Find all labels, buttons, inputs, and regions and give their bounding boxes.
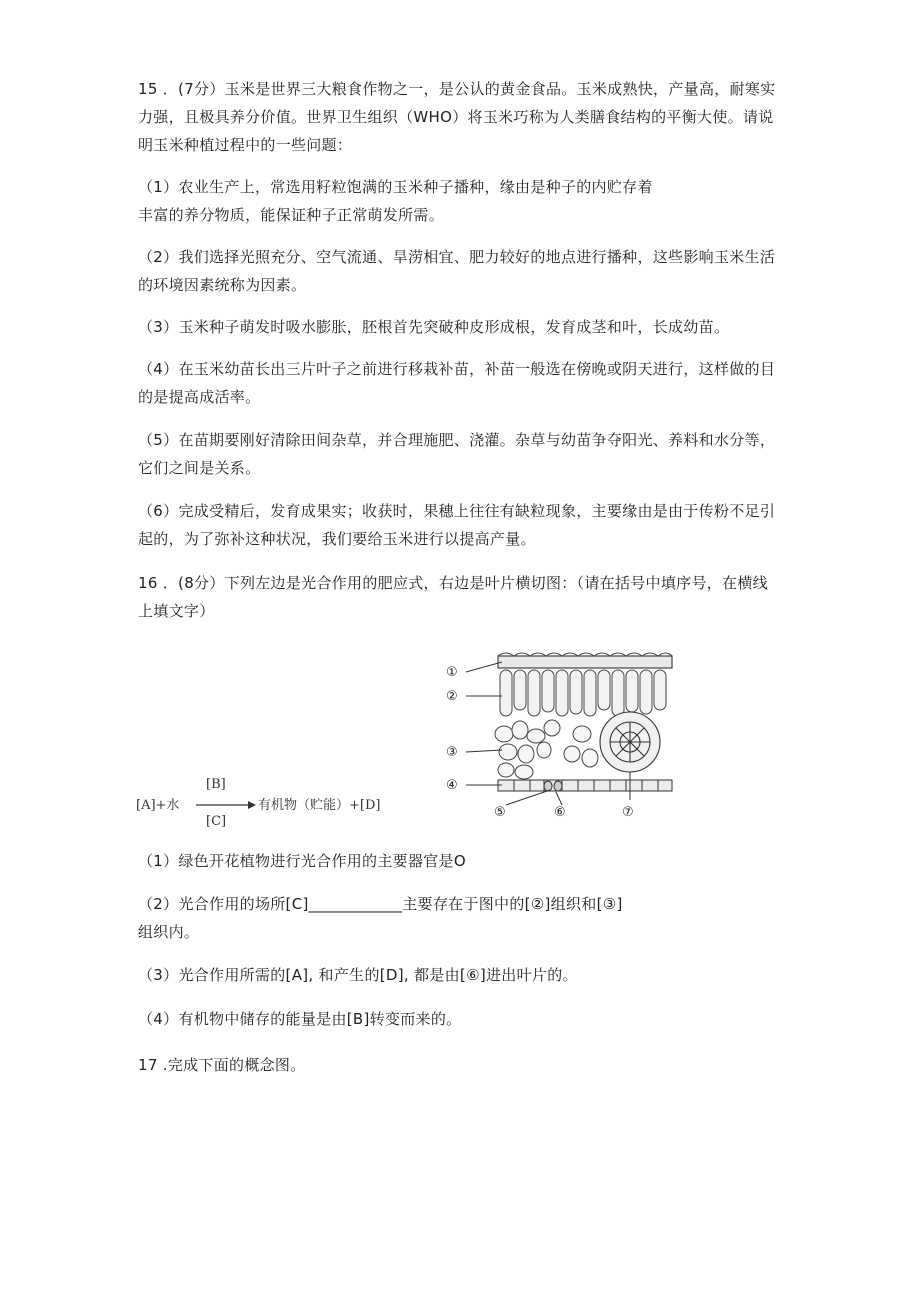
q16-header-line-1: 16 ．(8分）下列左边是光合作用的肥应式，右边是叶片横切图：（请在括号中填序号，在横线	[138, 574, 768, 592]
figure-label-2: ②	[446, 689, 458, 704]
q15-p6-line-1: （6）完成受精后，发育成果实；收获时，果穗上往往有缺粒现象，主要缘由是由于传粉不足引	[138, 502, 776, 520]
q16-p4-line-1: （4）有机物中储存的能量是由[B]转变而来的。	[138, 1010, 462, 1028]
figure-label-5: ⑤	[494, 805, 506, 820]
figure-label-4: ④	[446, 778, 458, 793]
figure-label-6: ⑥	[554, 805, 566, 820]
leaf-cross-section-figure	[432, 650, 678, 828]
upper-epidermis	[498, 653, 672, 668]
q16-p3-line-1: （3）光合作用所需的[A], 和产生的[D], 都是由[⑥]进出叶片的。	[138, 966, 578, 984]
equation-arrow-head	[248, 801, 256, 809]
q16-p2-line-2: 组织内。	[138, 923, 200, 941]
equation-right-label: 有机物（贮能）+[D]	[258, 798, 381, 813]
q15-header-line-2: 力强，且极具养分价值。世界卫生组织（WHO）将玉米巧称为人类膳食结构的平衡大使。请说	[138, 108, 774, 126]
q16-p2-line-1: （2）光合作用的场所[C]____________主要存在于图中的[②]组织和[③]	[138, 895, 623, 913]
q15-p2-line-1: （2）我们选择光照充分、空气流通、旱涝相宜、肥力较好的地点进行播种，这些影响玉米生活	[138, 248, 776, 266]
leaf-vein	[600, 712, 660, 772]
q16-header-line-2: 上填文字）	[138, 602, 215, 620]
lower-epidermis	[498, 780, 672, 791]
q15-p6-line-2: 起的，为了弥补这种状况，我们要给玉米进行以提高产量。	[138, 530, 536, 548]
equation-bottom-label: [C]	[206, 814, 227, 828]
q15-header-line-1: 15 ．(7分）玉米是世界三大粮食作物之一，是公认的黄金食品。玉米成熟快，产量高，耐寒实	[138, 80, 776, 98]
q15-p5-line-1: （5）在苗期要刚好清除田间杂草，并合理施肥、浇灌。杂草与幼苗争夺阳光、养料和水分等，	[138, 431, 776, 449]
q15-p1-line-2: 丰富的养分物质，能保证种子正常萌发所需。	[138, 206, 445, 224]
equation-left-label: [A]+水	[136, 798, 180, 813]
photosynthesis-equation	[136, 772, 426, 828]
q15-p3-line-1: （3）玉米种子萌发时吸水膨胀，胚根首先突破种皮形成根，发育成茎和叶，长成幼苗。	[138, 318, 730, 336]
q15-p2-line-2: 的环境因素统称为因素。	[138, 276, 307, 294]
q15-p5-line-2: 它们之间是关系。	[138, 459, 261, 477]
q15-p4-line-2: 的是提高成活率。	[138, 388, 261, 406]
q15-p1-line-1: （1）农业生产上，常选用籽粒饱满的玉米种子播种，缘由是种子的内贮存着	[138, 178, 653, 196]
figure-label-3: ③	[446, 745, 458, 760]
spongy-tissue	[495, 720, 598, 779]
figure-label-1: ①	[446, 665, 458, 680]
q16-p1-line-1: （1）绿色开花植物进行光合作用的主要器官是O	[138, 852, 466, 870]
equation-top-label: [B]	[206, 777, 226, 792]
q15-p4-line-1: （4）在玉米幼苗长出三片叶子之前进行移栽补苗，补苗一般选在傍晚或阴天进行，这样做的目	[138, 360, 776, 378]
q17-title: 17 .完成下面的概念图。	[138, 1056, 306, 1074]
figure-label-7: ⑦	[622, 805, 634, 820]
palisade-tissue	[500, 670, 666, 716]
q15-header-line-3: 明玉米种植过程中的一些问题：	[138, 136, 353, 154]
